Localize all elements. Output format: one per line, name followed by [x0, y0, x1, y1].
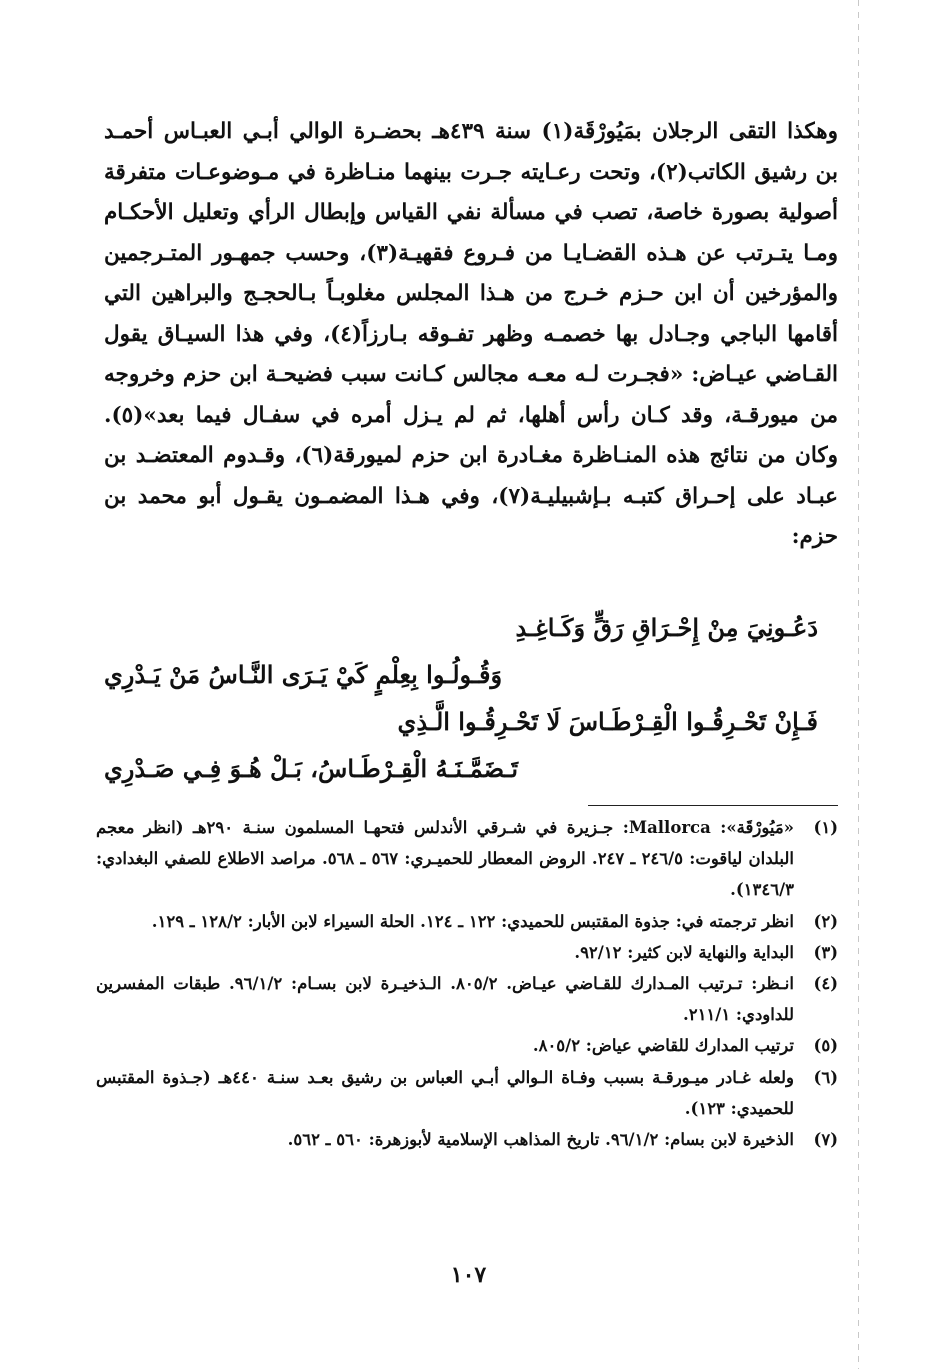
- footnote-4: [96, 968, 838, 1030]
- footnote-text: انـظر: تـرتيب المـدارك للقـاضي عيـاض. ٨٠٥/٢. الـذخيـرة لابن بسـام: ٩٦/١/٢. طبقات المفسرين للداودي: ٢١١/١.: [96, 974, 794, 1025]
- footnote-text: البداية والنهاية لابن كثير: ٩٢/١٢.: [574, 942, 794, 962]
- footnote-separator: [588, 805, 838, 806]
- footnote-1: [96, 812, 838, 906]
- footnote-7: [96, 1124, 838, 1155]
- poem: [104, 604, 838, 792]
- footnote-number: (٤): [813, 974, 838, 994]
- footnotes: [96, 812, 838, 1155]
- footnote-2: [96, 906, 838, 937]
- footnote-number: (١): [813, 818, 838, 837]
- footnote-number: (٦): [813, 1067, 838, 1087]
- footnote-number: (٢): [813, 911, 838, 931]
- poem-line-1: دَعُـونِيَ مِنْ إِحْـرَاقِ رَقٍّ وَكَـاغِـدِ: [515, 613, 818, 642]
- footnote-5: [96, 1030, 838, 1061]
- footnote-text: «مَيُورْقَة»: Mallorca: جـزيرة في شـرقي الأندلس فتحهـا المسلمون سنـة ٢٩٠هـ (انظر معجم البلدان لياقوت: ٢٤٦/٥ ـ ٢٤٧. الروض المعطار للحميـري: ٥٦٧ ـ ٥٦٨. مراصد الاطلاع للصفي البغدادي: ١٣٤٦/٣).: [96, 818, 794, 900]
- page-number: ١٠٧: [450, 1262, 487, 1288]
- footnote-number: (٥): [813, 1036, 838, 1056]
- main-text: [104, 112, 838, 558]
- footnote-text: ترتيب المدارك للقاضي عياض: ٨٠٥/٢.: [532, 1036, 794, 1056]
- binding-line: [858, 0, 859, 1369]
- footnote-text: الذخيرة لابن بسام: ٩٦/١/٢. تاريخ المذاهب الإسلامية لأبوزهرة: ٥٦٠ ـ ٥٦٢.: [287, 1130, 794, 1150]
- footnote-number: (٣): [813, 942, 838, 962]
- poem-line-2: وَقُـولُـوا بِعِلْمٍ كَيْ يَـرَى النَّـاسُ مَنْ يَـدْرِي: [104, 660, 503, 689]
- poem-line-4: تَـضَمَّـنَـهُ الْقِـرْطَـاسُ، بَـلْ هُـوَ فِـي صَـدْرِي: [104, 754, 519, 783]
- main-paragraph: وهكذا التقى الرجلان بمَيُورْقَة(١) سنة ٤٣٩هـ بحضـرة الوالي أبـي العبـاس أحمـد بن رشيق الكاتب(٢)، وتحت رعـايته جـرت بينهما منـاظرة في مـوضوعـات متفرقة أصولية بصورة خاصة، تصب في مسألة نفي القياس وإبطال الرأي وتعليل الأحكـام ومـا يتـرتب عن هـذه القضـايـا من فـروع فقهيـة(٣)، وحسب جمهـور المتـرجمين والمؤرخين أن ابن حـزم خـرج من هـذا المجلس مغلوبـاً بـالحجـج والبراهين التي أقامها الباجي وجـادل بها خصمـه وظهر تفـوقه بـارزاً(٤)، وفي هذا السيـاق يقول القـاضي عيـاض: «فجـرت لـه معـه مجالس كـانت سبب فضيحـة ابن حزم وخروجه من ميورقـة، وقد كـان رأس أهلها، ثم لم يـزل أمره في سفـال فيما بعد»(٥). وكان من نتائج هذه المنـاظرة مغـادرة ابن حزم لميورقة(٦)، وقـدوم المعتضـد بن عبـاد على إحـراق كتبـه بـإشبيليـة(٧)، وفي هـذا المضمـون يقـول أبو محمد بن حزم:: [104, 119, 839, 549]
- footnote-text: انظر ترجمته في: جذوة المقتبس للحميدي: ١٢٢ ـ ١٢٤. الحلة السيراء لابن الأبار: ١٢٨/٢ ـ ١٢٩.: [151, 911, 794, 931]
- footnote-text: ولعله غـادر ميـورقـة بسبب وفـاة الـوالي أبـي العباس بن رشيق بعـد سنـة ٤٤٠هـ (جـذوة المقتبس للحميدي: ١٢٣).: [96, 1067, 794, 1118]
- poem-line-3: فَـإِنْ تَحْـرِقُـوا الْقِـرْطَـاسَ لَا تَحْـرِقُـوا الَّـذِي: [397, 707, 818, 736]
- footnote-6: [96, 1062, 838, 1124]
- footnote-3: [96, 937, 838, 968]
- footnote-number: (٧): [813, 1130, 838, 1150]
